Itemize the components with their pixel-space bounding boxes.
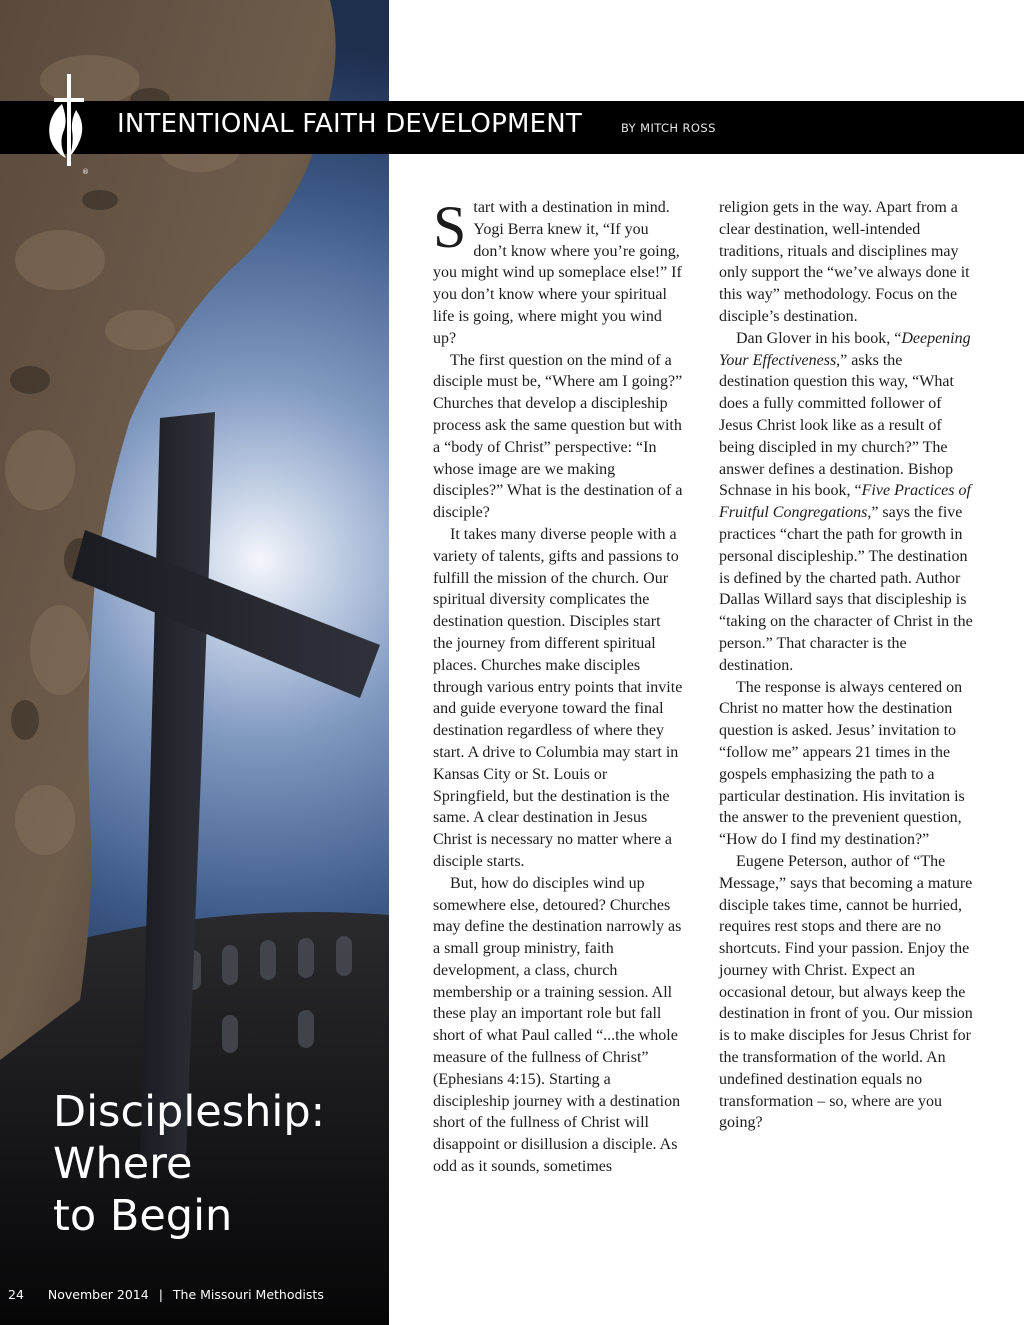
footer-separator: | — [158, 1287, 163, 1302]
paragraph-1-text: tart with a destination in mind. Yogi Berra knew it, “If you don’t know where you’re going, you might wind up someplace else!” If you don’t know where your spiritual life is going, where might you wind up? — [433, 199, 682, 347]
paragraph-5: religion gets in the way. Apart from a clear destination, well-intended traditions, rituals and disciplines may only support the “we’ve always done it this way” methodology. Focus on the disciple’s destination. — [719, 199, 970, 325]
paragraph-6 — [719, 328, 974, 677]
page-number: 24 — [8, 1287, 24, 1302]
book-title-1: Deepening Your Effectiveness — [719, 329, 971, 369]
paragraph-4: But, how do disciples wind up somewhere else, detoured? Churches may define the destination narrowly as a small group ministry, faith development, a class, church membership or a training session. All these play an important role but fall short of what Paul called “...the whole measure of the fullness of Christ” (Ephesians 4:15). Starting a discipleship journey with a destination short of the fullness of Christ will disappoint or disillusion a disciple. As odd as it sounds, sometimes — [433, 874, 682, 1176]
cross-and-flame-icon — [40, 70, 100, 180]
paragraph-6-text-b: ,” asks the destination question this way, “What does a fully committed follower of Jesus Christ look like as a result of being discipled in my church?” The answer defines a destination. Bishop Schnase in his book, “ — [719, 351, 954, 500]
article-column-2 — [719, 197, 974, 1134]
issue-date: November 2014 — [47, 1287, 149, 1302]
page-footer — [8, 1287, 324, 1302]
paragraph-8: Eugene Peterson, author of “The Message,” says that becoming a mature disciple takes time, cannot be hurried, requires rest stops and there are no shortcuts. Find your passion. Enjoy the journey with Christ. Expect an occasional detour, but always keep the destination in front of you. Our mission is to make disciples for Jesus Christ for the transformation of the world. An undefined destination equals no transformation – so, where are you going? — [719, 852, 973, 1132]
headline-line-3: to Begin — [53, 1191, 233, 1241]
paragraph-3: It takes many diverse people with a variety of talents, gifts and passions to fulfill the mission of the church. Our spiritual diversity complicates the destination question. Disciples start the journey from different spiritual places. Churches make disciples through various entry points that invite and guide everyone toward the final destination regardless of where they start. A drive to Columbia may start in Kansas City or St. Louis or Springfield, but the destination is the same. A clear destination in Jesus Christ is necessary no matter where a disciple starts. — [433, 525, 683, 870]
drop-cap: S — [433, 194, 467, 260]
paragraph-6-text-c: ,” says the five practices “chart the path for growth in personal discipleship.” The destination is defined by the charted path. Author Dallas Willard says that discipleship is “taking on the character of Christ in the person.” That character is the destination. — [719, 504, 973, 674]
book-title-2: Five Practices of Fruitful Congregations — [719, 482, 971, 522]
registered-mark: ® — [82, 168, 89, 176]
section-title: INTENTIONAL FAITH DEVELOPMENT — [117, 109, 582, 139]
headline-line-2: Where — [53, 1139, 193, 1189]
headline-line-1: Discipleship: — [53, 1087, 326, 1137]
paragraph-7: The response is always centered on Christ no matter how the destination question is asked. Jesus’ invitation to “follow me” appears 21 times in the gospels emphasizing the path to a particular destination. His invitation is the answer to the prevenient question, “How do I find my destination?” — [719, 678, 965, 849]
paragraph-1 — [433, 194, 683, 350]
paragraph-6-text-a: Dan Glover in his book, “ — [736, 329, 902, 347]
article-column-1 — [433, 194, 683, 1178]
article-headline — [53, 1086, 373, 1242]
paragraph-2: The first question on the mind of a disciple must be, “Where am I going?” Churches that develop a discipleship process ask the same question but with a “body of Christ” perspective: “In whose image are we making disciples?” What is the destination of a disciple? — [433, 351, 683, 522]
byline: BY MITCH ROSS — [621, 121, 716, 135]
publication-name: The Missouri Methodists — [172, 1287, 324, 1302]
